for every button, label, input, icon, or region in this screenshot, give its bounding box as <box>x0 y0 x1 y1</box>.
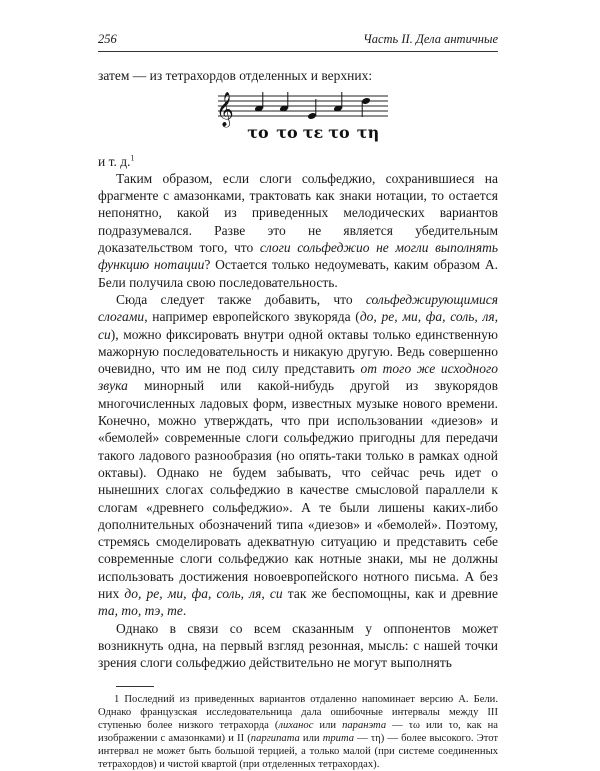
note-4 <box>333 92 343 113</box>
fn-text-b: или <box>313 720 342 731</box>
p2-emphasis-3: от того же исходного звука <box>98 361 498 393</box>
note-3 <box>307 99 317 120</box>
syllable-1: το <box>247 123 269 142</box>
paragraph-1 <box>98 170 498 291</box>
p1-text-b: ? Остается только недоумевать, каким образом А. Бели получила свою последовательность. <box>98 257 498 289</box>
p2-text-d: минорный или какой-нибудь другой из звукорядов многочисленных ладовых форм, известных музыке нового времени. Конечно, можно утверждать, что при использовании «диезов» и «бемолей» современные слоги сольфеджио пригодны для передачи такого ладового разнообразия (но опять-таки только в рамках одной октавы). Однако не будем забывать, что сейчас речь идет о нынешних слогах сольфеджио в качестве смысловой параллели к слогам «древнего сольфеджио». А те были лишены каких-либо дополнительных обозначений типа «диезов» и «бемолей». Поэтому, стремясь смоделировать адекватную ситуацию и представить себе современные слоги сольфеджио как нотные знаки, мы не должны использовать достижения новоевропейского нотного письма. А без них <box>98 378 498 601</box>
p2-emphasis-2: до, ре, ми, фа, соль, ля, си <box>98 309 498 341</box>
running-header <box>98 32 498 52</box>
syllable-3: τε <box>303 123 324 142</box>
note-2 <box>279 92 289 113</box>
p2-text-f: . <box>183 603 186 618</box>
p2-emphasis-4: до, ре, ми, фа, соль, ля, си <box>124 586 282 601</box>
p2-text-a: Сюда следует также добавить, что <box>116 292 366 307</box>
p2-text-b: , например европейского звукоряда ( <box>144 309 360 324</box>
p2-text-c: ), можно фиксировать внутри одной октавы только единственную мажорную последовательность и никакую другую. Ведь совершенно очевидно, что им не под силу представить <box>98 327 498 377</box>
fn-emphasis-3: паргипата <box>251 733 300 744</box>
intro-line: затем — из тетрахордов отделенных и верхних: <box>98 67 498 84</box>
fn-emphasis-4: трита <box>323 733 354 744</box>
fn-emphasis-2: паранэта <box>342 720 386 731</box>
fn-text-e: — τη) — более высокого. Этот интервал не может быть большой терцией, а только малой (при системе соединенных тетрахордов) и чистой квартой (при отделенных тетрахордах). <box>98 733 498 770</box>
fn-emphasis-1: лиханос <box>278 720 313 731</box>
p1-emphasis: слоги сольфеджио не могли выполнять функцию нотации <box>98 240 498 272</box>
syllable-4: το <box>328 123 350 142</box>
etc-line <box>98 153 498 170</box>
footnote-number: 1 <box>114 694 119 705</box>
paragraph-3: Однако в связи со всем сказанным у оппонентов может возникнуть одна, на первый взгляд резонная, мысль: с нашей точки зрения слоги сольфеджио действительно не могут выполнять <box>98 620 498 672</box>
etc-text: и т. д. <box>98 154 130 169</box>
footnote-ref: 1 <box>130 153 134 162</box>
footnote-divider <box>116 686 154 687</box>
p2-emphasis-1: сольфеджирующимися слогами <box>98 292 498 324</box>
book-page <box>98 32 498 771</box>
staff-figure <box>98 88 498 146</box>
p1-text-a: Таким образом, если слоги сольфеджио, сохранившиеся на фрагменте с амазонками, трактовать как знаки нотации, то остается непонятно, какой из приведенных мелодических вариантов подразумевался. Разве это не является убедительным доказательством того, что <box>98 171 498 255</box>
fn-text-d: или <box>300 733 323 744</box>
music-notation <box>98 88 498 150</box>
treble-clef-icon: 𝄞 <box>216 92 234 128</box>
syllable-2: το <box>276 123 298 142</box>
footnote <box>98 693 498 771</box>
fn-text-a: Последний из приведенных вариантов отдаленно напоминает версию А. Бели. Однако французская исследовательница дала ошибочные интервалы между III ступенью более низкого тетрахорда ( <box>98 694 498 731</box>
running-title: Часть II. Дела античные <box>363 32 498 47</box>
page-number: 256 <box>98 32 117 47</box>
p2-emphasis-5: та, то, тэ, те <box>98 603 183 618</box>
paragraph-2 <box>98 291 498 620</box>
body-text <box>98 67 498 672</box>
note-1 <box>254 92 264 113</box>
fn-text-c: — τω или το, как на изображении с амазонками) и II ( <box>98 720 498 744</box>
p2-text-e: так же беспомощны, как и древние <box>283 586 498 601</box>
syllable-5: τη <box>357 123 379 142</box>
note-5 <box>361 97 371 117</box>
